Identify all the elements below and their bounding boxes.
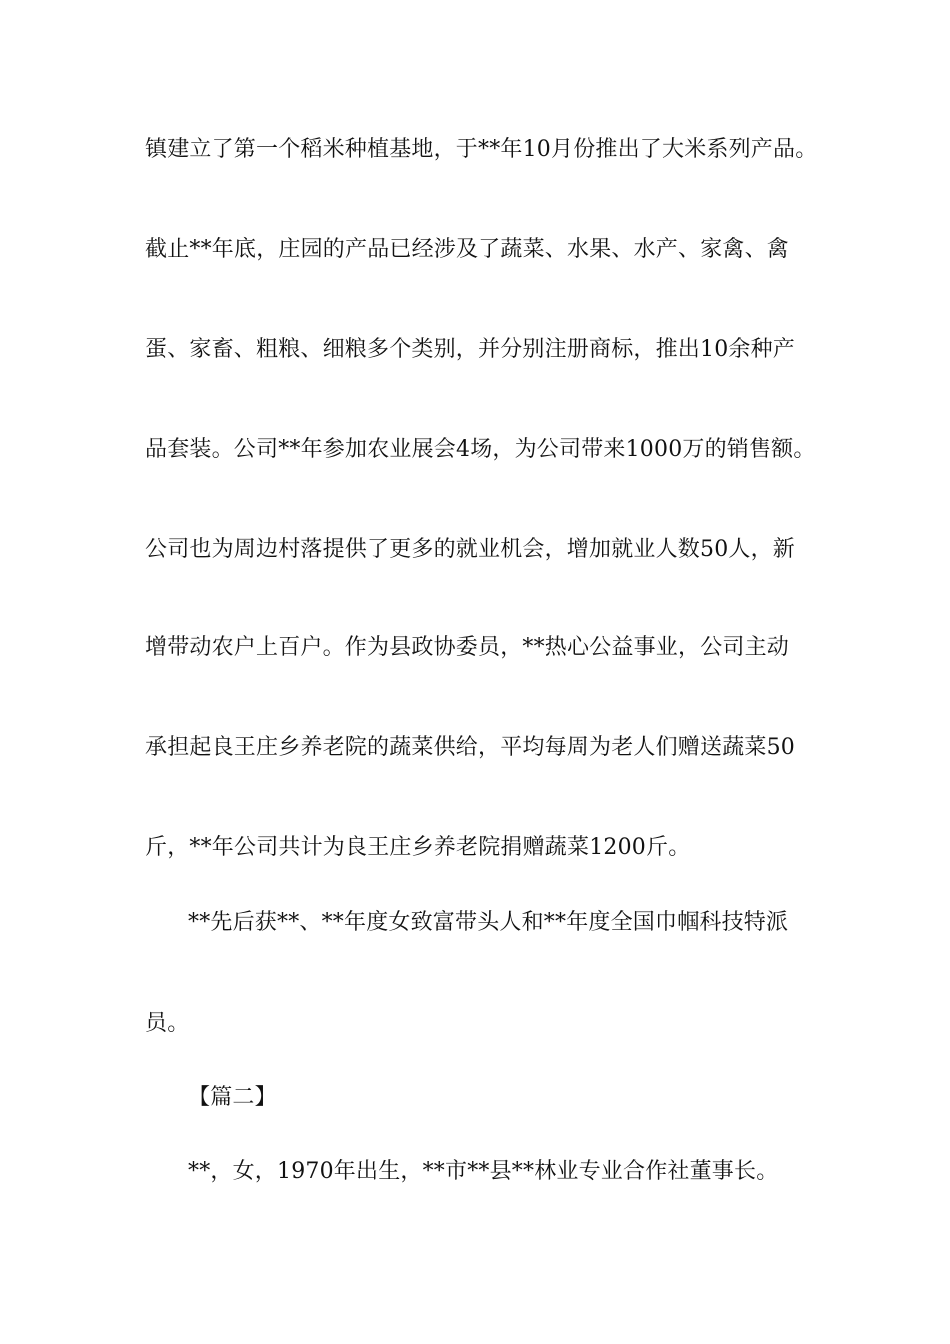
text-line-9: **先后获**、**年度女致富带头人和**年度全国巾帼科技特派 <box>188 910 789 935</box>
text-line-6: 增带动农户上百户。作为县政协委员，**热心公益事业，公司主动 <box>145 635 790 660</box>
section-heading: 【篇二】 <box>188 1085 277 1110</box>
text-line-3: 蛋、家畜、粗粮、细粮多个类别，并分别注册商标，推出10余种产 <box>145 337 795 362</box>
text-line-4: 品套装。公司**年参加农业展会4场，为公司带来1000万的销售额。 <box>145 437 816 462</box>
text-line-10: 员。 <box>145 1011 190 1036</box>
text-line-5: 公司也为周边村落提供了更多的就业机会，增加就业人数50人，新 <box>145 537 795 562</box>
text-line-2: 截止**年底，庄园的产品已经涉及了蔬菜、水果、水产、家禽、禽 <box>145 237 790 262</box>
text-line-8: 斤，**年公司共计为良王庄乡养老院捐赠蔬菜1200斤。 <box>145 835 691 860</box>
text-line-7: 承担起良王庄乡养老院的蔬菜供给，平均每周为老人们赠送蔬菜50 <box>145 735 795 760</box>
text-line-1: 镇建立了第一个稻米种植基地，于**年10月份推出了大米系列产品。 <box>145 137 818 162</box>
text-line-12: **，女，1970年出生，**市**县**林业专业合作社董事长。 <box>188 1159 779 1184</box>
